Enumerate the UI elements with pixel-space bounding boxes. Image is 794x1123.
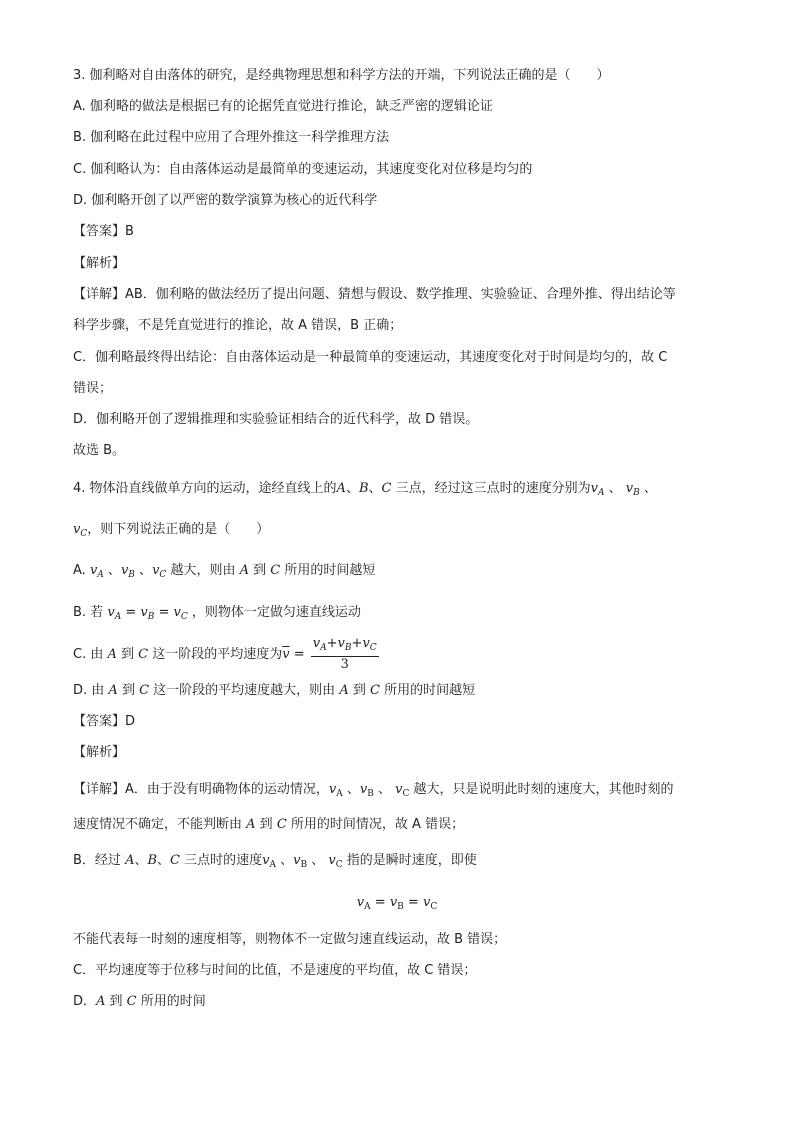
- q3-analysis-label: 【解析】: [73, 256, 126, 271]
- q3-answer: 【答案】B: [73, 224, 134, 239]
- q3-option-d: D. 伽利略开创了以严密的数学演算为核心的近代科学: [73, 193, 378, 208]
- q3-detail-4: 错误；: [73, 381, 113, 396]
- q4-answer: 【答案】D: [73, 714, 136, 729]
- q4-detail-7: D．A 到 C 所用的时间: [73, 994, 206, 1009]
- q3-option-c: C. 伽利略认为：自由落体运动是最简单的变速运动，其速度变化对位移是均匀的: [73, 162, 533, 177]
- q4-option-d: D. 由 A 到 C 这一阶段的平均速度越大，则由 A 到 C 所用的时间越短: [73, 683, 476, 698]
- q4-stem-line2: $v_C$，则下列说法正确的是（ ）: [73, 522, 270, 539]
- q3-option-b: B. 伽利略在此过程中应用了合理外推这一科学推理方法: [73, 130, 390, 145]
- q4-option-a: A. $v_A$ 、$v_B$ 、$v_C$ 越大，则由 A 到 C 所用的时间越短: [73, 563, 376, 580]
- q3-detail-3: C．伽利略最终得出结论：自由落体运动是一种最简单的变速运动，其速度变化对于时间是均匀的，故 C: [73, 350, 668, 365]
- q3-option-a: A. 伽利略的做法是根据已有的论据凭直觉进行推论，缺乏严密的逻辑论证: [73, 99, 493, 114]
- average-velocity-fraction: $\frac{v_A+v_B+v_C}{3}$: [312, 636, 377, 672]
- q3-stem: 3. 伽利略对自由落体的研究，是经典物理思想和科学方法的开端，下列说法正确的是（ ）: [73, 68, 610, 83]
- q4-equation: $v_A = v_B = v_C$: [356, 895, 438, 912]
- q4-detail-2: 速度情况不确定，不能判断由 A 到 C 所用的时间情况，故 A 错误；: [73, 817, 465, 832]
- q4-detail-5: 不能代表每一时刻的速度相等，则物体不一定做匀速直线运动，故 B 错误；: [73, 932, 507, 947]
- q3-detail-1: 【详解】AB．伽利略的做法经历了提出问题、猜想与假设、数学推理、实验验证、合理外推、得出结论等: [73, 287, 676, 302]
- q3-detail-5: D．伽利略开创了逻辑推理和实验验证相结合的近代科学，故 D 错误。: [73, 412, 479, 427]
- q4-stem-line1: 4. 物体沿直线做单方向的运动，途经直线上的A、B、C 三点，经过这三点时的速度分别为$v_A$ 、 $v_B$ 、: [73, 481, 657, 498]
- q4-detail-6: C．平均速度等于位移与时间的比值，不是速度的平均值，故 C 错误；: [73, 963, 477, 978]
- q4-option-b: B. 若 $v_A = v_B = v_C$ ，则物体一定做匀速直线运动: [73, 605, 361, 622]
- q4-detail-1: 【详解】A．由于没有明确物体的运动情况，$v_A$ 、$v_B$ 、 $v_C$ 越大，只是说明此时刻的速度大，其他时刻的: [73, 782, 674, 799]
- q4-option-c: C. 由 A 到 C 这一阶段的平均速度为$\overline{v}$ = $\frac{v_A+v_B+v_C}{3}$: [73, 636, 377, 672]
- q4-analysis-label: 【解析】: [73, 745, 126, 760]
- q4-detail-3: B．经过 A、B、C 三点时的速度$v_A$ 、$v_B$ 、 $v_C$ 指的是瞬时速度，即使: [73, 853, 477, 870]
- q3-detail-2: 科学步骤，不是凭直觉进行的推论，故 A 错误，B 正确；: [73, 318, 403, 333]
- q3-detail-6: 故选 B。: [73, 443, 126, 458]
